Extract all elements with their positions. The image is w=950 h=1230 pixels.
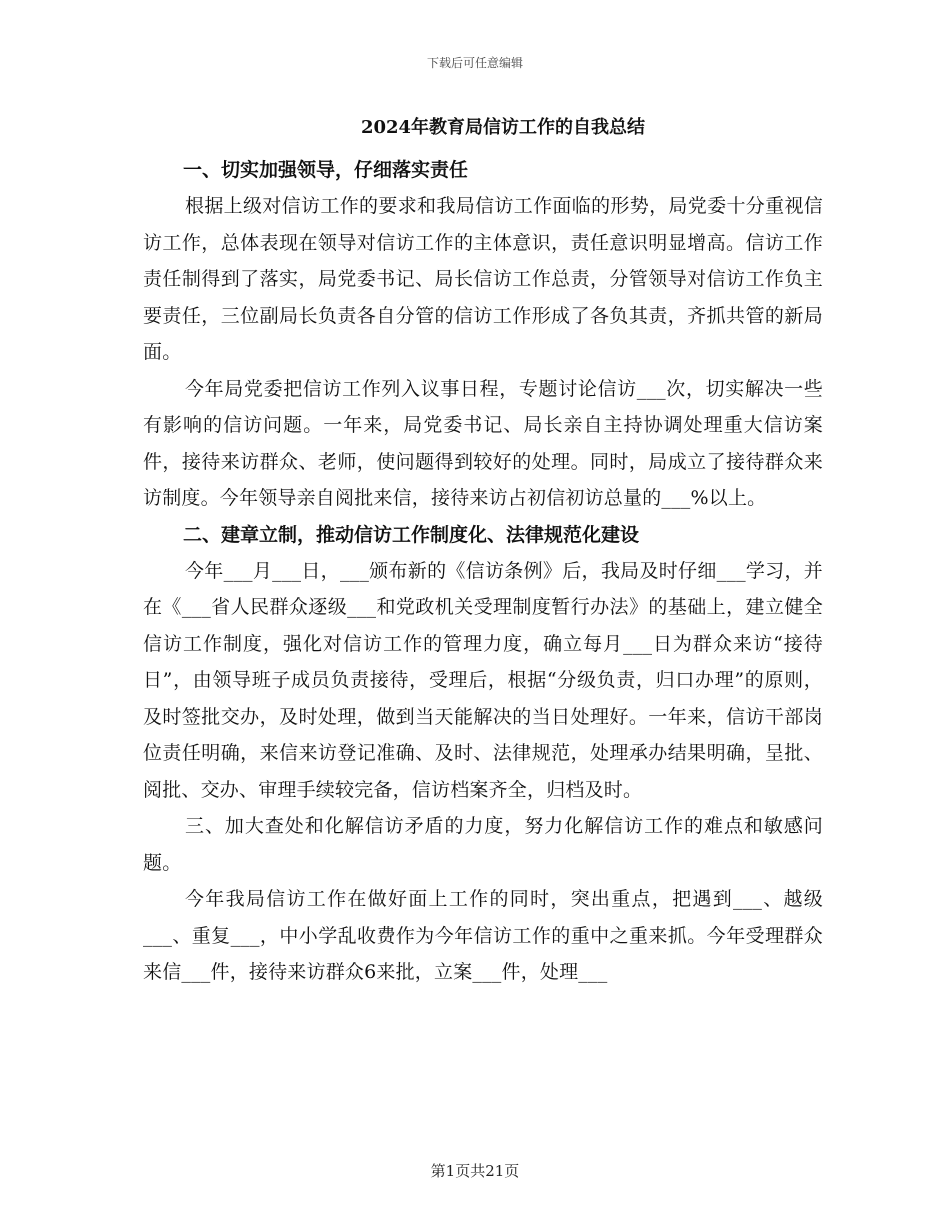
section-3-paragraph-1: 今年我局信访工作在做好面上工作的同时，突出重点，把遇到___、越级___、重复___，中小学乱收费作为今年信访工作的重中之重来抓。今年受理群众来信___件，接待来访群众6来批，立案___件，处理___ [143, 888, 823, 983]
document-title: 2024年教育局信访工作的自我总结 [360, 117, 646, 138]
header-note: 下载后可任意编辑 [426, 56, 523, 70]
section-3-heading: 三、加大查处和化解信访矛盾的力度，努力化解信访工作的难点和敏感问题。 [143, 815, 823, 874]
section-1-paragraph-2: 今年局党委把信访工作列入议事日程，专题讨论信访___次，切实解决一些有影响的信访问题。一年来，局党委书记、局长亲自主持协调处理重大信访案件，接待来访群众、老师，使问题得到较好的处理。同时，局成立了接待群众来访制度。今年领导亲自阅批来信，接待来访占初信初访总量的___%以上。 [143, 377, 823, 509]
section-1-heading: 一、切实加强领导，仔细落实责任 [183, 159, 469, 181]
document-page [143, 112, 823, 991]
section-2-paragraph-1: 今年___月___日，___颁布新的《信访条例》后，我局及时仔细___学习，并在《___省人民群众逐级___和党政机关受理制度暂行办法》的基础上，建立健全信访工作制度，强化对信访工作的管理力度，确立每月___日为群众来访“接待日”，由领导班子成员负责接待，受理后，根据“分级负责，归口办理”的原则，及时签批交办，及时处理，做到当天能解决的当日处理好。一年来，信访干部岗位责任明确，来信来访登记准确、及时、法律规范，处理承办结果明确，呈批、阅批、交办、审理手续较完备，信访档案齐全，归档及时。 [143, 559, 823, 801]
section-2-heading: 二、建章立制，推动信访工作制度化、法律规范化建设 [183, 523, 640, 546]
page-footer: 第1页共21页 [430, 1162, 520, 1180]
section-1-paragraph-1: 根据上级对信访工作的要求和我局信访工作面临的形势，局党委十分重视信访工作，总体表现在领导对信访工作的主体意识，责任意识明显增高。信访工作责任制得到了落实，局党委书记、局长信访工作总责，分管领导对信访工作负主要责任，三位副局长负责各自分管的信访工作形成了各负其责，齐抓共管的新局面。 [143, 195, 823, 363]
